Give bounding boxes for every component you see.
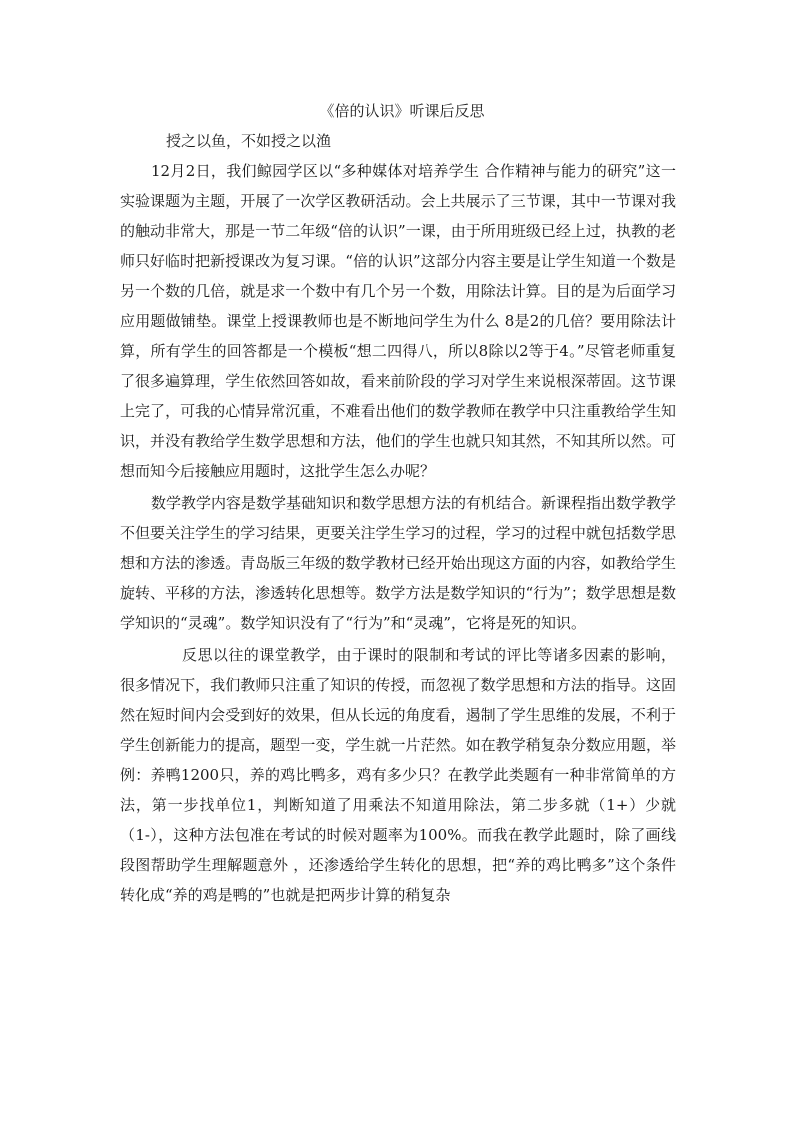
paragraph-3: 反思以往的课堂教学，由于课时的限制和考试的评比等诸多因素的影响，很多情况下，我们教师只注重了知识的传授，而忽视了数学思想和方法的指导。这固然在短时间内会受到好的效果，但从长远的角度看，遏制了学生思维的发展，不利于学生创新能力的提高，题型一变，学生就一片茫然。如在教学稍复杂分数应用题，举例：养鸭1200只，养的鸡比鸭多，鸡有多少只？在教学此类题有一种非常简单的方法，第一步找单位1，判断知道了用乘法不知道用除法，第二步多就（1+）少就（1-），这种方法包准在考试的时候对题率为100%。而我在教学此题时，除了画线段图帮助学生理解题意外 ，还渗透给学生转化的思想，把“养的鸡比鸭多”这个条件转化成“养的鸡是鸭的”也就是把两步计算的稍复杂 xyxy=(120,646,676,904)
paragraph-1: 12月2日，我们鲸园学区以“多种媒体对培养学生 合作精神与能力的研究”这一实验课题为主题，开展了一次学区教研活动。会上共展示了三节课，其中一节课对我的触动非常大，那是一节二年级“倍的认识”一课，由于所用班级已经上过，执教的老师只好临时把新授课改为复习课。“倍的认识”这部分内容主要是让学生知道一个数是另一个数的几倍，就是求一个数中有几个另一个数，用除法计算。目的是为后面学习应用题做铺垫。课堂上授课教师也是不断地问学生为什么 8是2的几倍？要用除法计算，所有学生的回答都是一个模板“想二四得八，所以8除以2等于4。”尽管老师重复了很多遍算理，学生依然回答如故，看来前阶段的学习对学生来说根深蒂固。这节课上完了，可我的心情异常沉重，不难看出他们的数学教师在教学中只注重教给学生知识，并没有教给学生数学思想和方法，他们的学生也就只知其然，不知其所以然。可想而知今后接触应用题时，这批学生怎么办呢？ xyxy=(120,162,676,480)
document-title: 《倍的认识》听课后反思 xyxy=(319,102,485,120)
document-body xyxy=(120,96,676,910)
document-subtitle: 授之以鱼，不如授之以渔 xyxy=(166,132,332,150)
paragraph-2: 数学教学内容是数学基础知识和数学思想方法的有机结合。新课程指出数学教学不但要关注学生的学习结果，更要关注学生学习的过程，学习的过程中就包括数学思想和方法的渗透。青岛版三年级的数学教材已经开始出现这方面的内容，如教给学生旋转、平移的方法，渗透转化思想等。数学方法是数学知识的“行为”；数学思想是数学知识的“灵魂”。数学知识没有了“行为”和“灵魂”，它将是死的知识。 xyxy=(120,494,677,632)
